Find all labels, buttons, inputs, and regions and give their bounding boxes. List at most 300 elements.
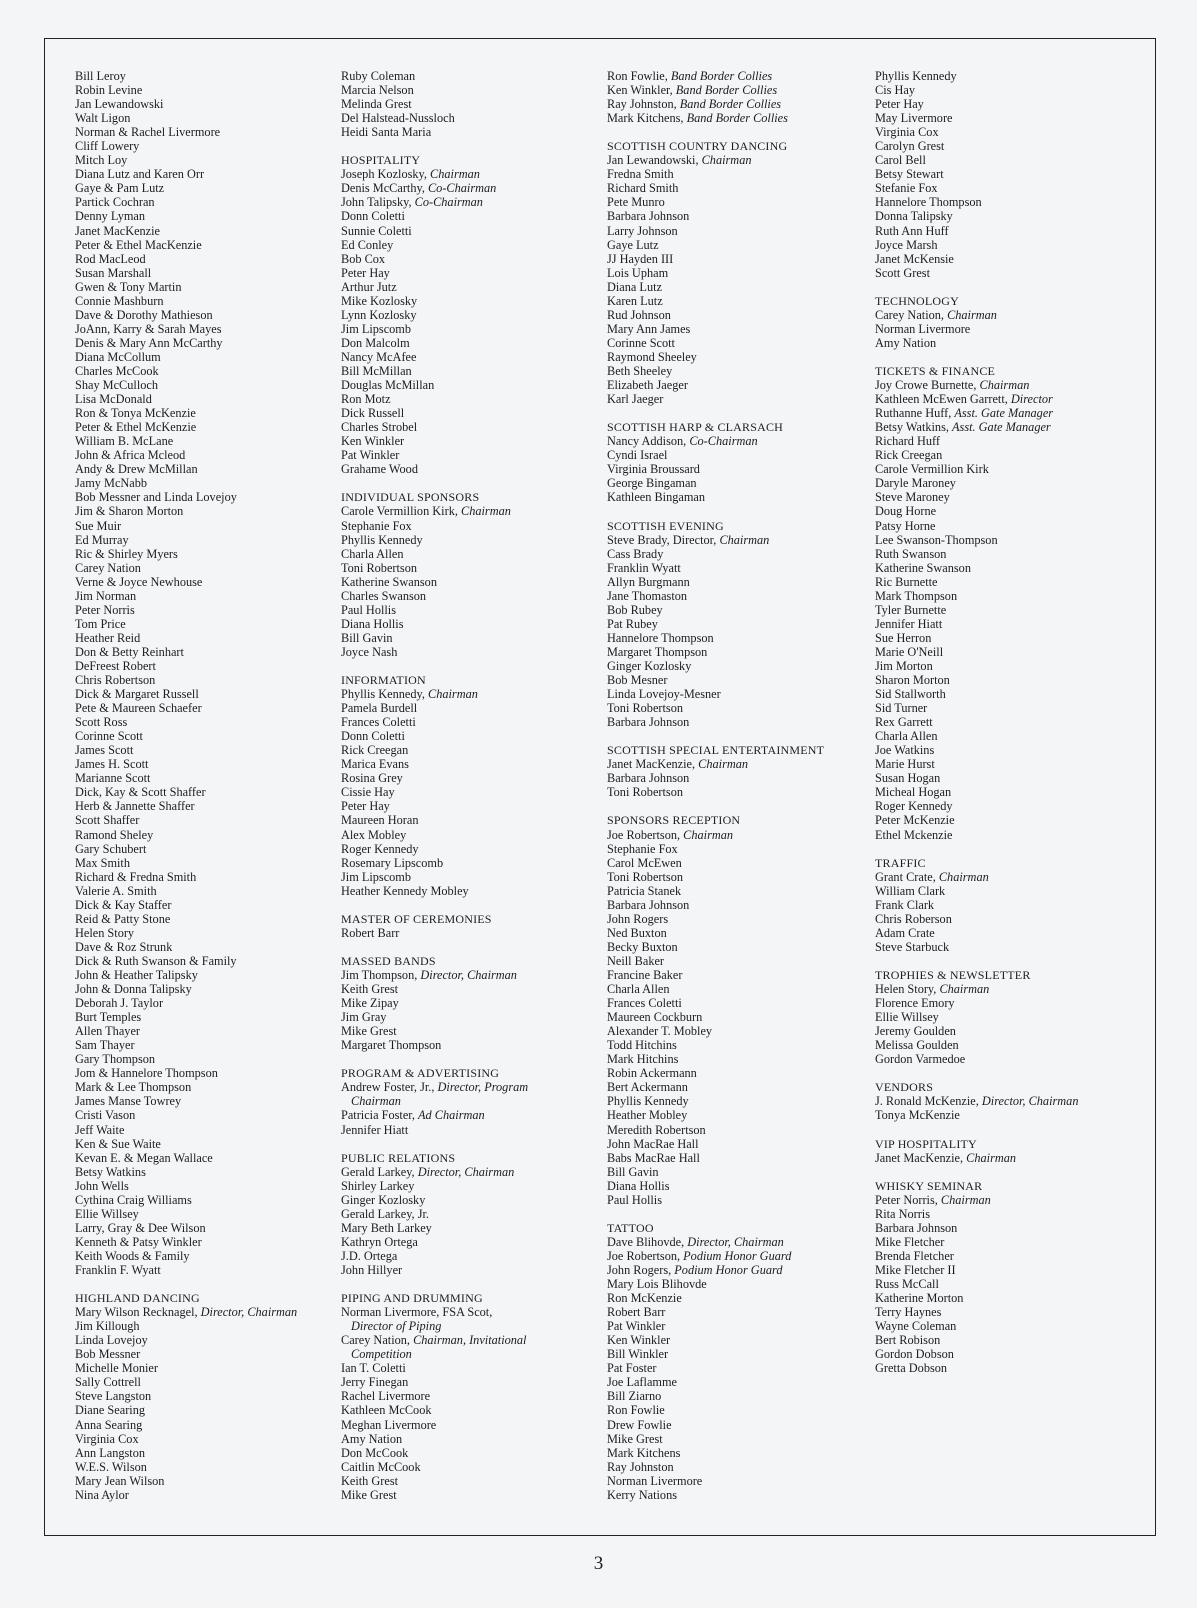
role-title: Asst. Gate Manager	[952, 420, 1051, 435]
person-name: Rachel Livermore	[341, 1389, 431, 1404]
name-entry	[341, 1432, 603, 1446]
name-entry	[341, 1418, 603, 1432]
person-name: Mark & Lee Thompson	[75, 1080, 192, 1095]
name-entry	[875, 266, 1147, 280]
committee-section	[341, 954, 603, 1052]
committee-section	[341, 153, 603, 476]
person-name: Cissie Hay	[341, 785, 395, 800]
person-name: Fredna Smith	[607, 167, 674, 182]
section-heading: HOSPITALITY	[341, 153, 421, 168]
name-entry	[75, 1432, 337, 1446]
person-name: Phyllis Kennedy	[875, 69, 957, 83]
person-name: Ed Murray	[75, 532, 129, 547]
person-name: Alex Mobley	[341, 827, 407, 842]
person-name: Alexander T. Mobley	[607, 1024, 713, 1039]
person-name: May Livermore	[875, 111, 953, 126]
name-entry	[341, 1263, 603, 1277]
person-name: Joe Robertson,	[607, 827, 681, 842]
name-entry	[341, 547, 603, 561]
person-name: Keith Grest	[341, 1473, 399, 1488]
name-entry	[341, 828, 603, 842]
name-entry	[607, 1488, 877, 1502]
person-name: Katherine Swanson	[341, 574, 437, 589]
name-entry	[607, 1193, 877, 1207]
name-entry	[607, 659, 877, 673]
person-name: Kathleen McCook	[341, 1403, 432, 1418]
person-name: Kevan E. & Megan Wallace	[75, 1150, 213, 1165]
name-entry	[341, 111, 603, 125]
person-name: Wayne Coleman	[875, 1319, 957, 1334]
person-name: Marica Evans	[341, 757, 409, 772]
name-entry	[75, 631, 337, 645]
name-entry	[607, 1024, 877, 1038]
name-entry	[875, 308, 1147, 322]
person-name: Katherine Swanson	[875, 560, 971, 575]
person-name: Pamela Burdell	[341, 701, 418, 716]
person-name: John Talipsky,	[341, 195, 412, 210]
name-entry	[875, 575, 1147, 589]
person-name: Ray Johnston	[607, 1459, 674, 1474]
name-entry	[75, 420, 337, 434]
person-name: Janet MacKenzie,	[875, 1150, 964, 1165]
name-entry	[75, 238, 337, 252]
person-name: Cythina Craig Williams	[75, 1192, 192, 1207]
name-entry	[341, 757, 603, 771]
person-name: Cis Hay	[875, 83, 915, 98]
committee-section	[875, 364, 1147, 842]
name-entry	[607, 462, 877, 476]
name-entry	[75, 785, 337, 799]
person-name: Toni Robertson	[607, 701, 683, 716]
person-name: Maureen Cockburn	[607, 1010, 703, 1025]
name-entry	[341, 631, 603, 645]
committee-section	[607, 420, 877, 504]
person-name: Andy & Drew McMillan	[75, 462, 198, 477]
name-entry	[875, 1249, 1147, 1263]
name-entry	[75, 294, 337, 308]
person-name: Steve Langston	[75, 1389, 152, 1404]
role-title: Asst. Gate Manager	[954, 406, 1054, 421]
role-title: Ad Chairman	[418, 1108, 485, 1123]
person-name: Bill Gavin	[607, 1164, 659, 1179]
name-entry	[75, 912, 337, 926]
name-entry	[75, 757, 337, 771]
committee-section	[875, 294, 1147, 350]
person-name: Rud Johnson	[607, 307, 671, 322]
committee-section	[607, 139, 877, 406]
person-name: Mary Jean Wilson	[75, 1473, 165, 1488]
person-name: Karl Jaeger	[607, 392, 664, 407]
name-entry	[341, 462, 603, 476]
person-name: Bill McMillan	[341, 363, 412, 378]
section-heading: SCOTTISH HARP & CLARSACH	[607, 420, 784, 435]
name-entry	[341, 308, 603, 322]
person-name: Corinne Scott	[607, 335, 675, 350]
person-name: Bob Rubey	[607, 602, 663, 617]
person-name: Nancy McAfee	[341, 349, 417, 364]
name-entry	[75, 322, 337, 336]
person-name: Helen Story	[75, 925, 135, 940]
person-name: JJ Hayden III	[607, 251, 674, 266]
name-entry	[607, 617, 877, 631]
name-entry	[75, 1249, 337, 1263]
name-entry	[341, 1010, 603, 1024]
name-entry	[341, 1333, 603, 1347]
person-name: Toni Robertson	[607, 869, 683, 884]
person-name: Lee Swanson-Thompson	[875, 532, 998, 547]
name-entry	[75, 1094, 337, 1108]
column-3	[607, 69, 877, 1502]
person-name: Sally Cottrell	[75, 1375, 141, 1390]
name-entry	[341, 294, 603, 308]
person-name: Partick Cochran	[75, 195, 155, 210]
person-name: Dick Russell	[341, 406, 405, 421]
name-entry	[607, 912, 877, 926]
name-entry	[341, 434, 603, 448]
name-entry	[75, 729, 337, 743]
name-entry	[607, 1277, 877, 1291]
person-name: Allyn Burgmann	[607, 574, 690, 589]
person-name: Peter Hay	[341, 799, 390, 814]
person-name: Gary Schubert	[75, 841, 147, 856]
name-entry	[875, 406, 1147, 420]
name-entry	[75, 167, 337, 181]
name-entry	[875, 533, 1147, 547]
name-entry	[875, 1193, 1147, 1207]
name-entry	[75, 308, 337, 322]
person-name: Ellie Willsey	[875, 1010, 939, 1025]
person-name: Verne & Joyce Newhouse	[75, 574, 203, 589]
name-entry	[607, 266, 877, 280]
person-name: Jom & Hannelore Thompson	[75, 1066, 218, 1081]
name-entry	[607, 153, 877, 167]
person-name: Robin Ackermann	[607, 1066, 697, 1081]
entry-continuation	[341, 1347, 603, 1361]
role-title: Chairman	[979, 378, 1030, 393]
name-entry	[341, 392, 603, 406]
person-name: Barbara Johnson	[607, 209, 690, 224]
name-entry	[607, 1165, 877, 1179]
person-name: Mike Grest	[607, 1431, 663, 1446]
person-name: Gary Thompson	[75, 1052, 156, 1067]
person-name: Peter & Ethel MacKenzie	[75, 237, 202, 252]
person-name: Jerry Finegan	[341, 1375, 409, 1390]
role-title: Director, Chairman	[981, 1094, 1079, 1109]
person-name: Carolyn Grest	[875, 139, 945, 154]
person-name: Jeremy Goulden	[875, 1024, 956, 1039]
name-entry	[607, 392, 877, 406]
name-entry	[75, 378, 337, 392]
person-name: Janet MacKenzie	[75, 223, 161, 238]
name-entry	[875, 1024, 1147, 1038]
name-entry	[341, 195, 603, 209]
role-title: Chairman	[940, 1192, 991, 1207]
name-entry	[607, 1319, 877, 1333]
name-entry	[875, 252, 1147, 266]
name-entry	[75, 1361, 337, 1375]
person-name: Peter McKenzie	[875, 813, 955, 828]
person-name: Stephanie Fox	[607, 841, 678, 856]
name-entry	[607, 575, 877, 589]
person-name: Mike Fletcher II	[875, 1262, 956, 1277]
section-heading: TROPHIES & NEWSLETTER	[875, 968, 1031, 982]
person-name: Becky Buxton	[607, 939, 678, 954]
name-entry	[75, 982, 337, 996]
name-entry	[75, 1347, 337, 1361]
name-entry	[607, 1418, 877, 1432]
name-entry	[75, 153, 337, 167]
person-name: Betsy Stewart	[875, 167, 944, 182]
person-name: Kathryn Ortega	[341, 1234, 418, 1249]
name-entry	[607, 195, 877, 209]
person-name: Max Smith	[75, 855, 130, 870]
person-name: W.E.S. Wilson	[75, 1459, 147, 1474]
person-name: Walt Ligon	[75, 111, 131, 126]
name-entry	[341, 884, 603, 898]
person-name: Nina Aylor	[75, 1487, 129, 1502]
name-entry	[75, 771, 337, 785]
name-entry	[607, 1108, 877, 1122]
name-entry	[607, 364, 877, 378]
person-name: Pat Rubey	[607, 616, 658, 631]
name-entry	[341, 785, 603, 799]
name-entry	[341, 266, 603, 280]
name-entry	[341, 1249, 603, 1263]
name-entry	[341, 701, 603, 715]
name-entry	[607, 954, 877, 968]
name-entry	[341, 1108, 603, 1122]
name-entry	[875, 209, 1147, 223]
name-entry	[341, 1375, 603, 1389]
person-name: Scott Grest	[875, 265, 930, 280]
name-entry	[875, 715, 1147, 729]
name-entry	[75, 870, 337, 884]
committee-section	[75, 1291, 337, 1502]
person-name: Mike Grest	[341, 1487, 397, 1502]
name-entry	[607, 701, 877, 715]
name-entry	[607, 996, 877, 1010]
name-entry	[75, 1066, 337, 1080]
section-heading: SPONSORS RECEPTION	[607, 813, 741, 828]
name-entry	[875, 603, 1147, 617]
name-entry	[607, 252, 877, 266]
committee-section	[875, 968, 1147, 1066]
person-name: John & Donna Talipsky	[75, 982, 192, 997]
name-entry	[75, 856, 337, 870]
person-name: Allen Thayer	[75, 1024, 140, 1039]
name-entry	[875, 561, 1147, 575]
name-entry	[875, 645, 1147, 659]
person-name: Bill Ziarno	[607, 1389, 662, 1404]
person-name: Paul Hollis	[341, 602, 396, 617]
committee-section	[607, 1221, 877, 1502]
person-name: James Scott	[75, 743, 134, 758]
name-entry	[607, 69, 877, 83]
name-entry	[875, 392, 1147, 406]
person-name: Patsy Horne	[875, 518, 936, 533]
person-name: Melinda Grest	[341, 97, 412, 112]
name-entry	[75, 490, 337, 504]
name-entry	[607, 1052, 877, 1066]
person-name: Virginia Cox	[75, 1431, 139, 1446]
name-entry	[607, 1375, 877, 1389]
name-entry	[75, 603, 337, 617]
role-title: Director, Program	[437, 1080, 529, 1095]
name-entry	[341, 1474, 603, 1488]
person-name: Gordon Varmedoe	[875, 1052, 966, 1067]
person-name: Ruth Ann Huff	[875, 223, 949, 238]
page-number: 3	[593, 1553, 604, 1574]
name-entry	[75, 195, 337, 209]
person-name: Pat Foster	[607, 1361, 657, 1376]
person-name: Joe Watkins	[875, 743, 935, 758]
name-entry	[607, 1066, 877, 1080]
person-name: Norman & Rachel Livermore	[75, 125, 221, 140]
name-entry	[341, 715, 603, 729]
person-name: John Hillyer	[341, 1262, 403, 1277]
person-name: JoAnn, Karry & Sarah Mayes	[75, 321, 222, 336]
name-entry	[341, 181, 603, 195]
name-entry	[75, 224, 337, 238]
name-entry	[875, 687, 1147, 701]
person-name: Charla Allen	[607, 982, 670, 997]
committee-section	[341, 1151, 603, 1277]
person-name: Patricia Stanek	[607, 883, 682, 898]
name-entry	[875, 617, 1147, 631]
person-name: Russ McCall	[875, 1277, 939, 1292]
person-name: Bob Mesner	[607, 673, 668, 688]
name-entry	[341, 209, 603, 223]
name-entry	[607, 1305, 877, 1319]
name-entry	[875, 434, 1147, 448]
name-entry	[875, 870, 1147, 884]
name-entry	[341, 589, 603, 603]
committee-section	[341, 673, 603, 898]
name-entry	[341, 125, 603, 139]
person-name: Bert Ackermann	[607, 1080, 688, 1095]
name-entry	[875, 940, 1147, 954]
section-heading: SCOTTISH COUNTRY DANCING	[607, 139, 788, 154]
role-title: Co-Chairman	[414, 195, 483, 210]
name-entry	[875, 1263, 1147, 1277]
name-entry	[75, 476, 337, 490]
name-entry	[607, 181, 877, 195]
person-name: Ellie Willsey	[75, 1206, 139, 1221]
person-name: Jan Lewandowski	[75, 97, 164, 112]
section-heading: INDIVIDUAL SPONSORS	[341, 490, 480, 505]
name-entry	[607, 83, 877, 97]
name-entry	[607, 1474, 877, 1488]
person-name: Mark Kitchens,	[607, 111, 684, 126]
name-entry	[75, 1193, 337, 1207]
person-name: Susan Marshall	[75, 265, 152, 280]
person-name: Jim Lipscomb	[341, 869, 412, 884]
person-name: Pete & Maureen Schaefer	[75, 701, 202, 716]
person-name: William Clark	[875, 883, 946, 898]
name-entry	[875, 1094, 1147, 1108]
committee-section	[875, 1080, 1147, 1122]
name-entry	[341, 743, 603, 757]
person-name: Kerry Nations	[607, 1487, 678, 1502]
name-entry	[341, 1193, 603, 1207]
person-name: Meredith Robertson	[607, 1122, 706, 1137]
name-entry	[607, 224, 877, 238]
person-name: Mike Zipay	[341, 996, 399, 1011]
role-title: Band Border Collies	[670, 69, 773, 83]
name-entry	[75, 617, 337, 631]
section-heading: SCOTTISH SPECIAL ENTERTAINMENT	[607, 743, 825, 758]
person-name: Douglas McMillan	[341, 378, 435, 393]
name-entry	[75, 125, 337, 139]
person-name: Raymond Sheeley	[607, 349, 697, 364]
person-name: Bill Winkler	[607, 1347, 669, 1362]
name-entry	[607, 533, 877, 547]
person-name: Richard Smith	[607, 181, 679, 196]
name-entry	[875, 1010, 1147, 1024]
person-name: Peter Norris,	[875, 1192, 938, 1207]
person-name: Joe Robertson,	[607, 1248, 681, 1263]
name-entry	[607, 687, 877, 701]
person-name: Carol Bell	[875, 153, 926, 168]
name-entry	[607, 870, 877, 884]
person-name: William B. McLane	[75, 434, 174, 449]
name-entry	[875, 898, 1147, 912]
name-entry	[875, 673, 1147, 687]
name-entry	[75, 462, 337, 476]
person-name: Ric & Shirley Myers	[75, 546, 178, 561]
person-name: Sam Thayer	[75, 1038, 135, 1053]
committee-section	[341, 1291, 603, 1502]
person-name: Gretta Dobson	[875, 1361, 948, 1376]
person-name: Patricia Foster,	[341, 1108, 415, 1123]
person-name: Peter Norris	[75, 602, 135, 617]
person-name: Mark Thompson	[875, 588, 958, 603]
name-entry	[607, 1123, 877, 1137]
person-name: Donna Talipsky	[875, 209, 953, 224]
person-name: Frances Coletti	[341, 715, 416, 730]
name-entry	[75, 1305, 337, 1319]
name-entry	[341, 870, 603, 884]
person-name: Don McCook	[341, 1445, 409, 1460]
name-entry	[875, 336, 1147, 350]
name-entry	[341, 1403, 603, 1417]
person-name: Denny Lyman	[75, 209, 146, 224]
name-entry	[607, 1137, 877, 1151]
name-entry	[75, 715, 337, 729]
name-entry	[341, 842, 603, 856]
person-name: Carey Nation	[75, 560, 141, 575]
name-entry	[75, 813, 337, 827]
name-entry	[607, 209, 877, 223]
person-name: Dick, Kay & Scott Shaffer	[75, 785, 206, 800]
name-entry	[75, 673, 337, 687]
person-name: Jan Lewandowski,	[607, 153, 699, 168]
section-heading: TECHNOLOGY	[875, 293, 959, 308]
person-name: Del Halstead-Nussloch	[341, 111, 455, 126]
name-entry	[75, 1052, 337, 1066]
name-entry	[607, 434, 877, 448]
name-entry	[341, 280, 603, 294]
person-name: Ruthanne Huff,	[875, 406, 952, 421]
role-title: Band Border Collies	[675, 83, 778, 98]
person-name: Denis & Mary Ann McCarthy	[75, 335, 223, 350]
column-4	[875, 69, 1147, 1375]
name-entry	[341, 645, 603, 659]
person-name: Peter & Ethel McKenzie	[75, 420, 197, 435]
name-entry	[875, 69, 1147, 83]
name-entry	[607, 1460, 877, 1474]
person-name: Elizabeth Jaeger	[607, 378, 688, 393]
